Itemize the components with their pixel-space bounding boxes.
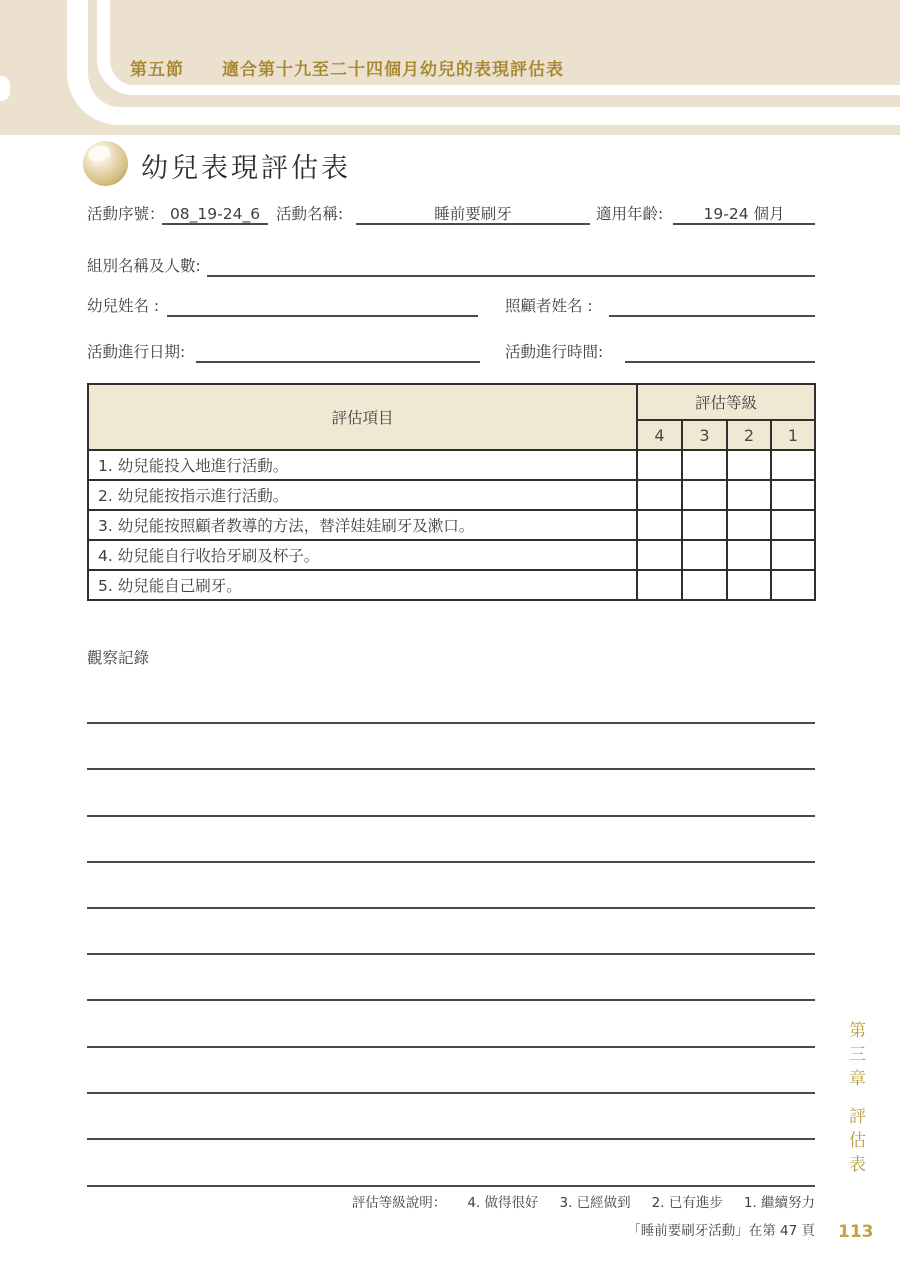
observation-line	[87, 768, 815, 770]
rating-cell	[771, 510, 815, 540]
rating-cell	[727, 510, 771, 540]
child-name-label: 幼兒姓名 :	[87, 297, 160, 315]
table-row	[88, 570, 815, 600]
chapter-side-tab	[843, 1021, 868, 1191]
age-field: 19-24 個月	[673, 203, 815, 225]
rating-cell	[682, 480, 727, 510]
observation-line	[87, 999, 815, 1001]
assessment-item: 2. 幼兒能按指示進行活動。	[88, 480, 637, 510]
rating-cell	[727, 540, 771, 570]
rating-cell	[771, 480, 815, 510]
page-title: 幼兒表現評估表	[141, 153, 351, 184]
chapter-label: 第三章	[845, 1021, 865, 1093]
rating-cell	[727, 480, 771, 510]
rating-cell	[727, 450, 771, 480]
pearl-icon	[83, 141, 128, 186]
observation-line	[87, 861, 815, 863]
table-row	[88, 540, 815, 570]
header-inner-curve	[97, 0, 900, 95]
assessment-item: 4. 幼兒能自行收拾牙刷及杯子。	[88, 540, 637, 570]
date-field	[196, 341, 480, 363]
rating-cell	[771, 540, 815, 570]
section-name: 適合第十九至二十四個月幼兒的表現評估表	[222, 60, 564, 80]
grade-level-1: 1	[771, 420, 815, 450]
rating-cell	[637, 450, 682, 480]
observation-line	[87, 907, 815, 909]
table-row	[88, 480, 815, 510]
observation-line	[87, 722, 815, 724]
child-name-field	[167, 295, 478, 317]
assessment-item: 3. 幼兒能按照顧者教導的方法，替洋娃娃刷牙及漱口。	[88, 510, 637, 540]
caregiver-label: 照顧者姓名 :	[505, 297, 593, 315]
grade-level-3: 3	[682, 420, 727, 450]
time-label: 活動進行時間:	[505, 343, 604, 361]
rating-cell	[682, 570, 727, 600]
assessment-table	[87, 383, 816, 601]
assessment-item: 1. 幼兒能投入地進行活動。	[88, 450, 637, 480]
rating-cell	[682, 510, 727, 540]
chapter-section-label: 評估表	[845, 1107, 865, 1179]
grade-column-header: 評估等級	[637, 384, 815, 420]
observation-line	[87, 1138, 815, 1140]
age-label: 適用年齡:	[596, 205, 664, 223]
caregiver-field	[609, 295, 815, 317]
time-field	[625, 341, 815, 363]
rating-cell	[682, 450, 727, 480]
section-heading	[130, 55, 564, 80]
rating-cell	[771, 570, 815, 600]
observation-line	[87, 815, 815, 817]
table-row	[88, 510, 815, 540]
legend-label: 評估等級說明：	[351, 1195, 447, 1211]
rating-legend	[87, 1191, 815, 1211]
activity-no-field: 08_19-24_6	[162, 203, 268, 225]
observation-line	[87, 1092, 815, 1094]
rating-cell	[637, 510, 682, 540]
rating-cell	[637, 480, 682, 510]
observation-line	[87, 953, 815, 955]
item-column-header: 評估項目	[88, 384, 637, 450]
grade-level-2: 2	[727, 420, 771, 450]
activity-reference: 「睡前要刷牙活動」在第 47 頁	[627, 1223, 815, 1239]
rating-cell	[637, 540, 682, 570]
section-number: 第五節	[130, 60, 184, 80]
page-number: 113	[838, 1222, 874, 1242]
observation-line	[87, 1046, 815, 1048]
legend-item: 2. 已有進步	[651, 1195, 723, 1211]
activity-name-field: 睡前要刷牙	[356, 203, 590, 225]
activity-no-label: 活動序號：	[87, 205, 165, 223]
rating-cell	[727, 570, 771, 600]
legend-item: 3. 已經做到	[559, 1195, 631, 1211]
group-field	[207, 255, 815, 277]
group-label: 組別名稱及人數:	[87, 257, 201, 275]
grade-level-4: 4	[637, 420, 682, 450]
legend-item: 4. 做得很好	[467, 1195, 539, 1211]
assessment-item: 5. 幼兒能自己刷牙。	[88, 570, 637, 600]
table-row	[88, 450, 815, 480]
observation-line	[87, 1185, 815, 1187]
observation-label: 觀察記錄	[87, 649, 150, 667]
legend-item: 1. 繼續努力	[743, 1195, 815, 1211]
rating-cell	[682, 540, 727, 570]
activity-name-label: 活動名稱:	[276, 205, 344, 223]
rating-cell	[637, 570, 682, 600]
rating-cell	[771, 450, 815, 480]
date-label: 活動進行日期:	[87, 343, 186, 361]
